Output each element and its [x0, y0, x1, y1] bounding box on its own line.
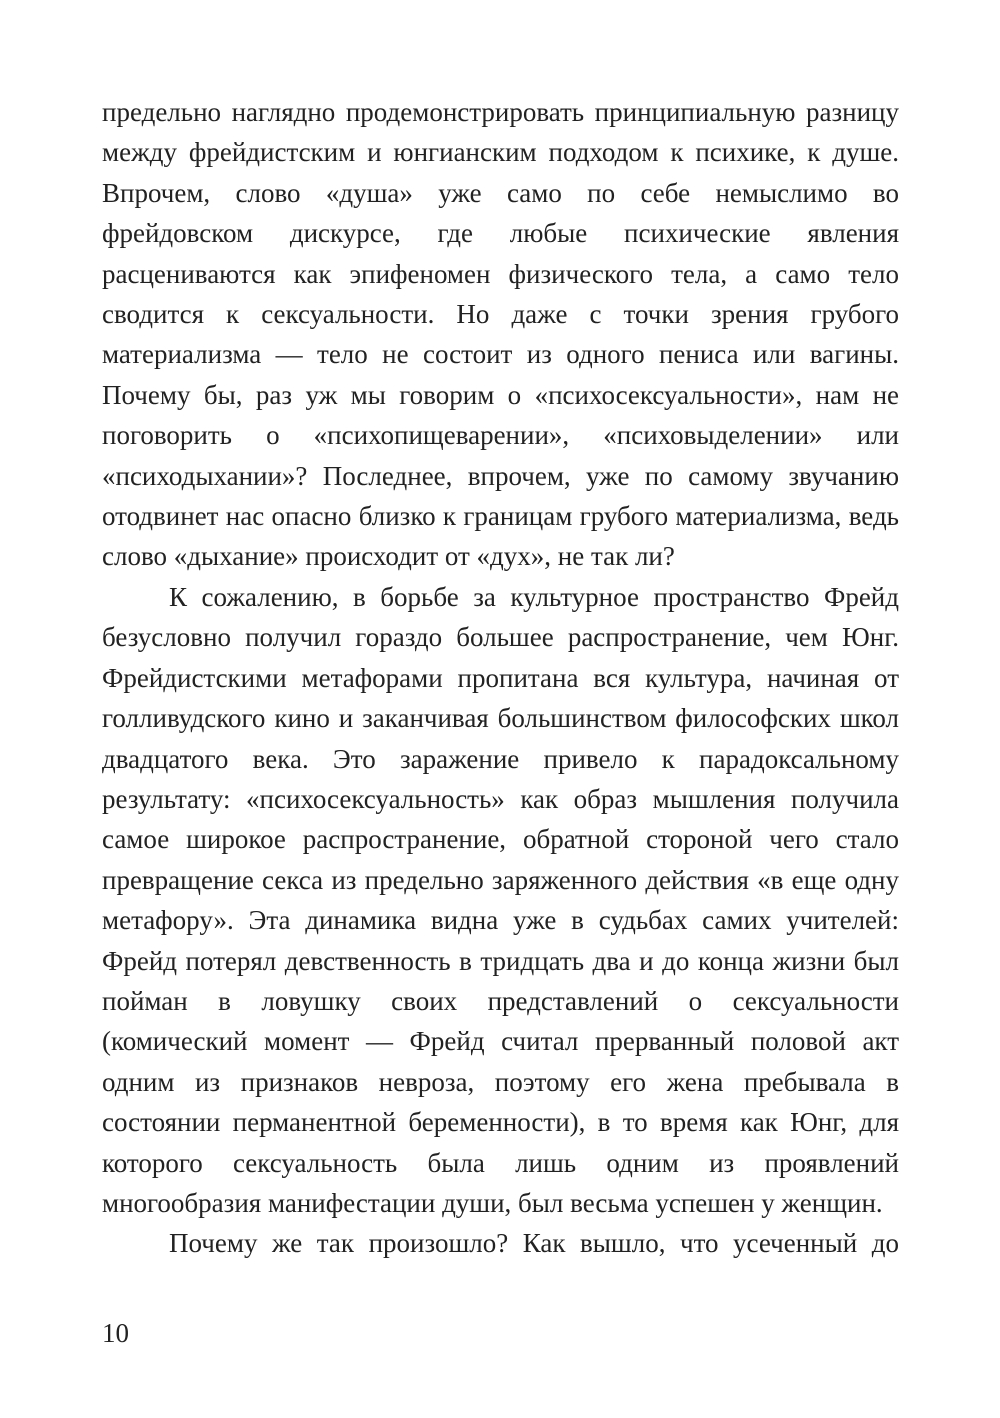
paragraph-1: предельно наглядно продемонстрировать принципиальную разницу между фрейдистским и юнгианским подходом к психике, к душе. Впрочем, слово «душа» уже само по себе немыслимо во фрейдовском дискурсе, где любые психические явления расцениваются как эпифеномен физического тела, а само тело сводится к сексуальности. Но даже с точки зрения грубого материализма — тело не состоит из одного пениса или вагины. Почему бы, раз уж мы говорим о «психосексуальности», нам не поговорить о «психопищеварении», «психовыделении» или «психодыхании»? Последнее, впрочем, уже по самому звучанию отодвинет нас опасно близко к границам грубого материализма, ведь слово «дыхание» происходит от «дух», не так ли? [102, 97, 899, 572]
paragraph-3: Почему же так произошло? Как вышло, что усеченный до [169, 1228, 899, 1259]
page-number: 10 [102, 1318, 129, 1348]
page-body [102, 92, 899, 1264]
paragraph-2: К сожалению, в борьбе за культурное пространство Фрейд безусловно получил гораздо большее распространение, чем Юнг. Фрейдистскими метафорами пропитана вся культура, начиная от голливудского кино и заканчивая большинством философских школ двадцатого века. Это заражение привело к парадоксальному результату: «психосексуальность» как образ мышления получила самое широкое распространение, обратной стороной чего стало превращение секса из предельно заряженного действия «в еще одну метафору». Эта динамика видна уже в судьбах самих учителей: Фрейд потерял девственность в тридцать два и до конца жизни был пойман в ловушку своих представлений о сексуальности (комический момент — Фрейд считал прерванный половой акт одним из признаков невроза, поэтому его жена пребывала в состоянии перманентной беременности), в то время как Юнг, для которого сексуальность была лишь одним из проявлений многообразия манифестации души, был весьма успешен у женщин. [102, 581, 899, 1218]
